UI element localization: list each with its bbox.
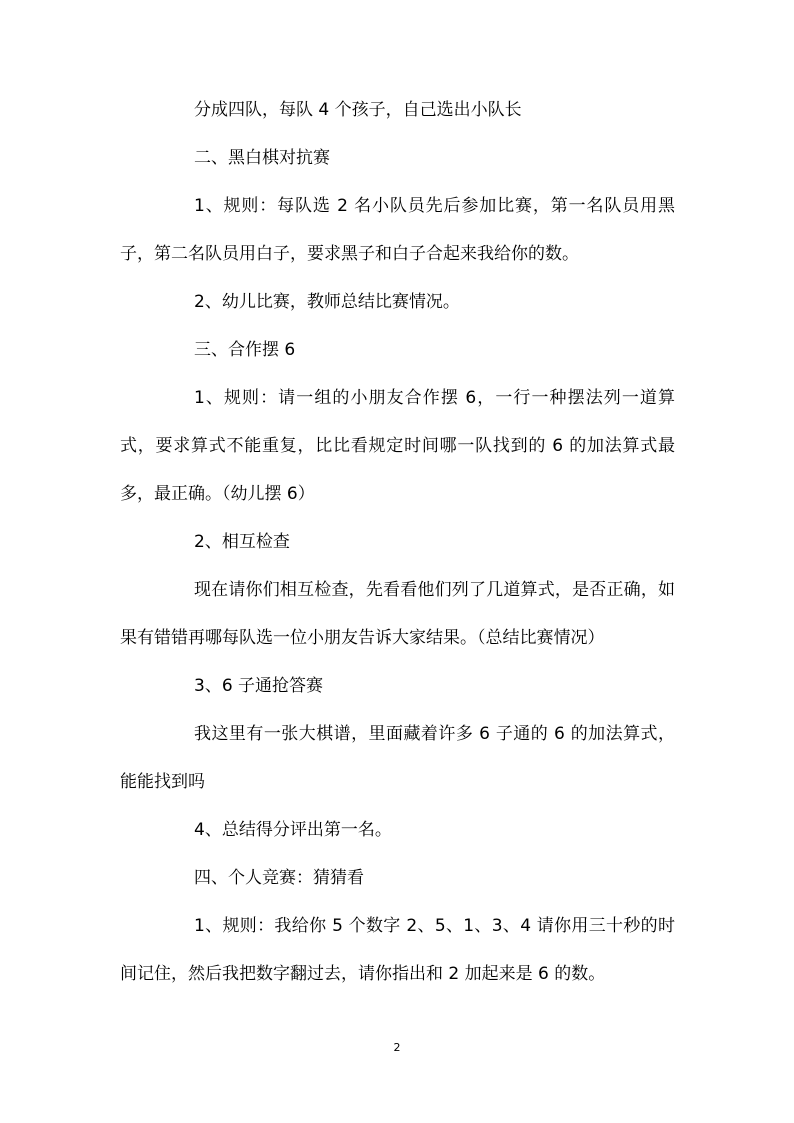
paragraph: 2、幼儿比赛，教师总结比赛情况。 (194, 292, 460, 312)
document-body (120, 86, 675, 998)
paragraph: 分成四队，每队 4 个孩子，自己选出小队长 (194, 100, 522, 120)
section-heading: 三、合作摆 6 (194, 340, 296, 360)
paragraph: 1、规则：每队选 2 名小队员先后参加比赛，第一名队员用黑子，第二名队员用白子，要求黑子和白子合起来我给你的数。 (120, 196, 675, 264)
paragraph: 4、总结得分评出第一名。 (194, 820, 392, 840)
paragraph: 1、规则：请一组的小朋友合作摆 6，一行一种摆法列一道算式，要求算式不能重复，比比看规定时间哪一队找到的 6 的加法算式最多，最正确。（幼儿摆 6） (120, 388, 675, 504)
section-heading: 四、个人竞赛：猜猜看 (194, 868, 364, 888)
page-number: 2 (393, 1041, 401, 1054)
paragraph: 3、6 子通抢答赛 (194, 676, 324, 696)
paragraph: 现在请你们相互检查，先看看他们列了几道算式，是否正确，如果有错错再哪每队选一位小朋友告诉大家结果。（总结比赛情况） (120, 580, 675, 648)
paragraph: 1、规则：我给你 5 个数字 2、5、1、3、4 请你用三十秒的时间记住，然后我把数字翻过去，请你指出和 2 加起来是 6 的数。 (120, 916, 675, 984)
section-heading: 二、黑白棋对抗赛 (194, 148, 330, 168)
paragraph: 我这里有一张大棋谱，里面藏着许多 6 子通的 6 的加法算式，能能找到吗 (120, 724, 675, 792)
paragraph: 2、相互检查 (194, 532, 290, 552)
